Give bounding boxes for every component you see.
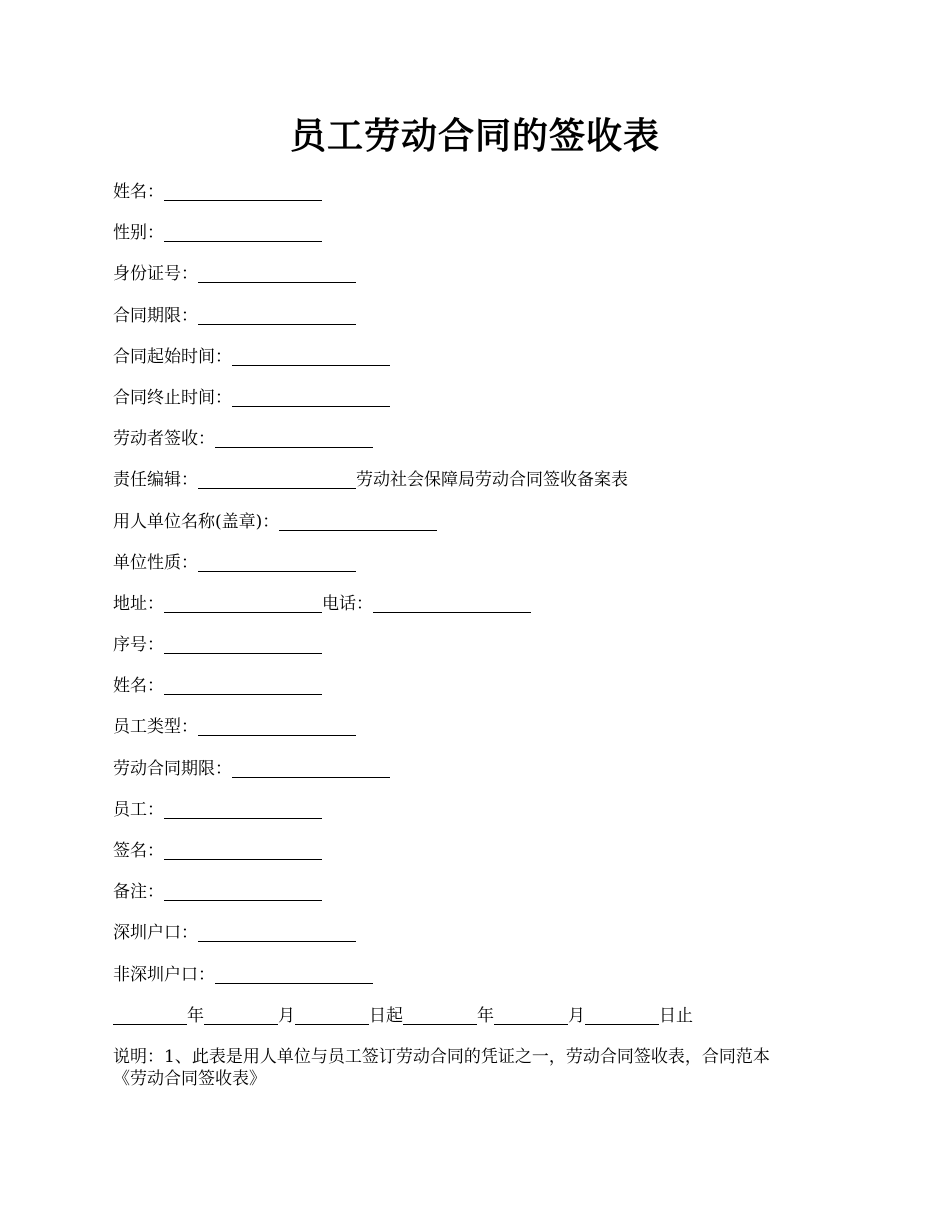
field-worker-signature xyxy=(113,423,853,464)
fill-blank[interactable] xyxy=(215,963,373,984)
field-contract-start xyxy=(113,341,853,382)
fill-blank[interactable] xyxy=(295,1004,369,1025)
fill-blank[interactable] xyxy=(198,262,356,283)
field-label: 员工类型： xyxy=(113,717,198,738)
fill-blank[interactable] xyxy=(215,427,373,448)
field-label: 签名： xyxy=(113,841,164,861)
field-label: 深圳户口： xyxy=(113,923,198,944)
field-label: 姓名： xyxy=(113,182,164,202)
field-remarks xyxy=(113,876,853,917)
fill-blank[interactable] xyxy=(198,551,356,572)
fill-blank[interactable] xyxy=(164,674,322,695)
field-name xyxy=(113,176,853,217)
note-line: 说明：1、此表是用人单位与员工签订劳动合同的凭证之一，劳动合同签收表，合同范本 xyxy=(113,1047,770,1067)
document-title: 员工劳动合同的签收表 xyxy=(289,115,660,157)
fill-blank[interactable] xyxy=(232,345,390,366)
field-label: 序号： xyxy=(113,635,164,656)
date-range-line xyxy=(113,1000,853,1041)
field-signature xyxy=(113,835,853,876)
field-label: 身份证号： xyxy=(113,264,198,285)
date-unit: 日止 xyxy=(659,1005,693,1026)
field-shenzhen-hukou xyxy=(113,917,853,958)
field-employee xyxy=(113,794,853,835)
field-label: 用人单位名称(盖章)： xyxy=(113,511,280,532)
field-labor-contract-term xyxy=(113,753,853,794)
fill-blank[interactable] xyxy=(198,468,356,489)
fill-blank[interactable] xyxy=(198,715,356,736)
field-non-shenzhen-hukou xyxy=(113,959,853,1000)
field-editor xyxy=(113,464,853,505)
field-employee-type xyxy=(113,711,853,752)
fill-blank[interactable] xyxy=(164,221,322,242)
note-line: 《劳动合同签收表》 xyxy=(113,1069,266,1089)
section-heading: 劳动社会保障局劳动合同签收备案表 xyxy=(356,470,628,491)
date-unit: 日起 xyxy=(369,1005,403,1026)
fill-blank[interactable] xyxy=(494,1004,568,1025)
fill-blank[interactable] xyxy=(164,880,322,901)
field-label: 员工： xyxy=(113,799,164,820)
fill-blank[interactable] xyxy=(232,757,390,778)
fill-blank[interactable] xyxy=(373,592,531,613)
fill-blank[interactable] xyxy=(164,839,322,860)
field-label: 备注： xyxy=(113,882,164,903)
field-label: 地址： xyxy=(113,593,164,614)
fill-blank[interactable] xyxy=(164,633,322,654)
form-fields xyxy=(113,176,853,1041)
field-name-2 xyxy=(113,670,853,711)
fill-blank[interactable] xyxy=(232,386,390,407)
fill-blank[interactable] xyxy=(164,798,322,819)
fill-blank[interactable] xyxy=(198,921,356,942)
field-label: 劳动合同期限： xyxy=(113,758,232,779)
fill-blank[interactable] xyxy=(198,304,356,325)
fill-blank[interactable] xyxy=(113,1004,187,1025)
fill-blank[interactable] xyxy=(164,592,322,613)
field-label: 单位性质： xyxy=(113,552,198,573)
date-unit: 年 xyxy=(187,1005,204,1026)
field-label: 合同期限： xyxy=(113,305,198,326)
field-id-number xyxy=(113,258,853,299)
field-label: 合同起始时间： xyxy=(113,346,232,367)
field-employer-name xyxy=(113,506,853,547)
field-label: 责任编辑： xyxy=(113,470,198,491)
field-label: 电话： xyxy=(322,593,373,614)
field-contract-end xyxy=(113,382,853,423)
field-serial-number xyxy=(113,629,853,670)
fill-blank[interactable] xyxy=(164,180,322,201)
field-label: 非深圳户口： xyxy=(113,964,215,985)
field-contract-term xyxy=(113,300,853,341)
fill-blank[interactable] xyxy=(279,510,437,531)
field-label: 性别： xyxy=(113,223,164,244)
field-unit-type xyxy=(113,547,853,588)
field-address-phone xyxy=(113,588,853,629)
fill-blank[interactable] xyxy=(403,1004,477,1025)
fill-blank[interactable] xyxy=(585,1004,659,1025)
field-label: 合同终止时间： xyxy=(113,387,232,408)
field-gender xyxy=(113,217,853,258)
field-label: 姓名： xyxy=(113,676,164,697)
date-unit: 月 xyxy=(278,1005,295,1026)
fill-blank[interactable] xyxy=(204,1004,278,1025)
date-unit: 年 xyxy=(477,1005,494,1026)
explanation-note xyxy=(113,1046,848,1090)
date-unit: 月 xyxy=(568,1005,585,1026)
field-label: 劳动者签收： xyxy=(113,429,215,450)
